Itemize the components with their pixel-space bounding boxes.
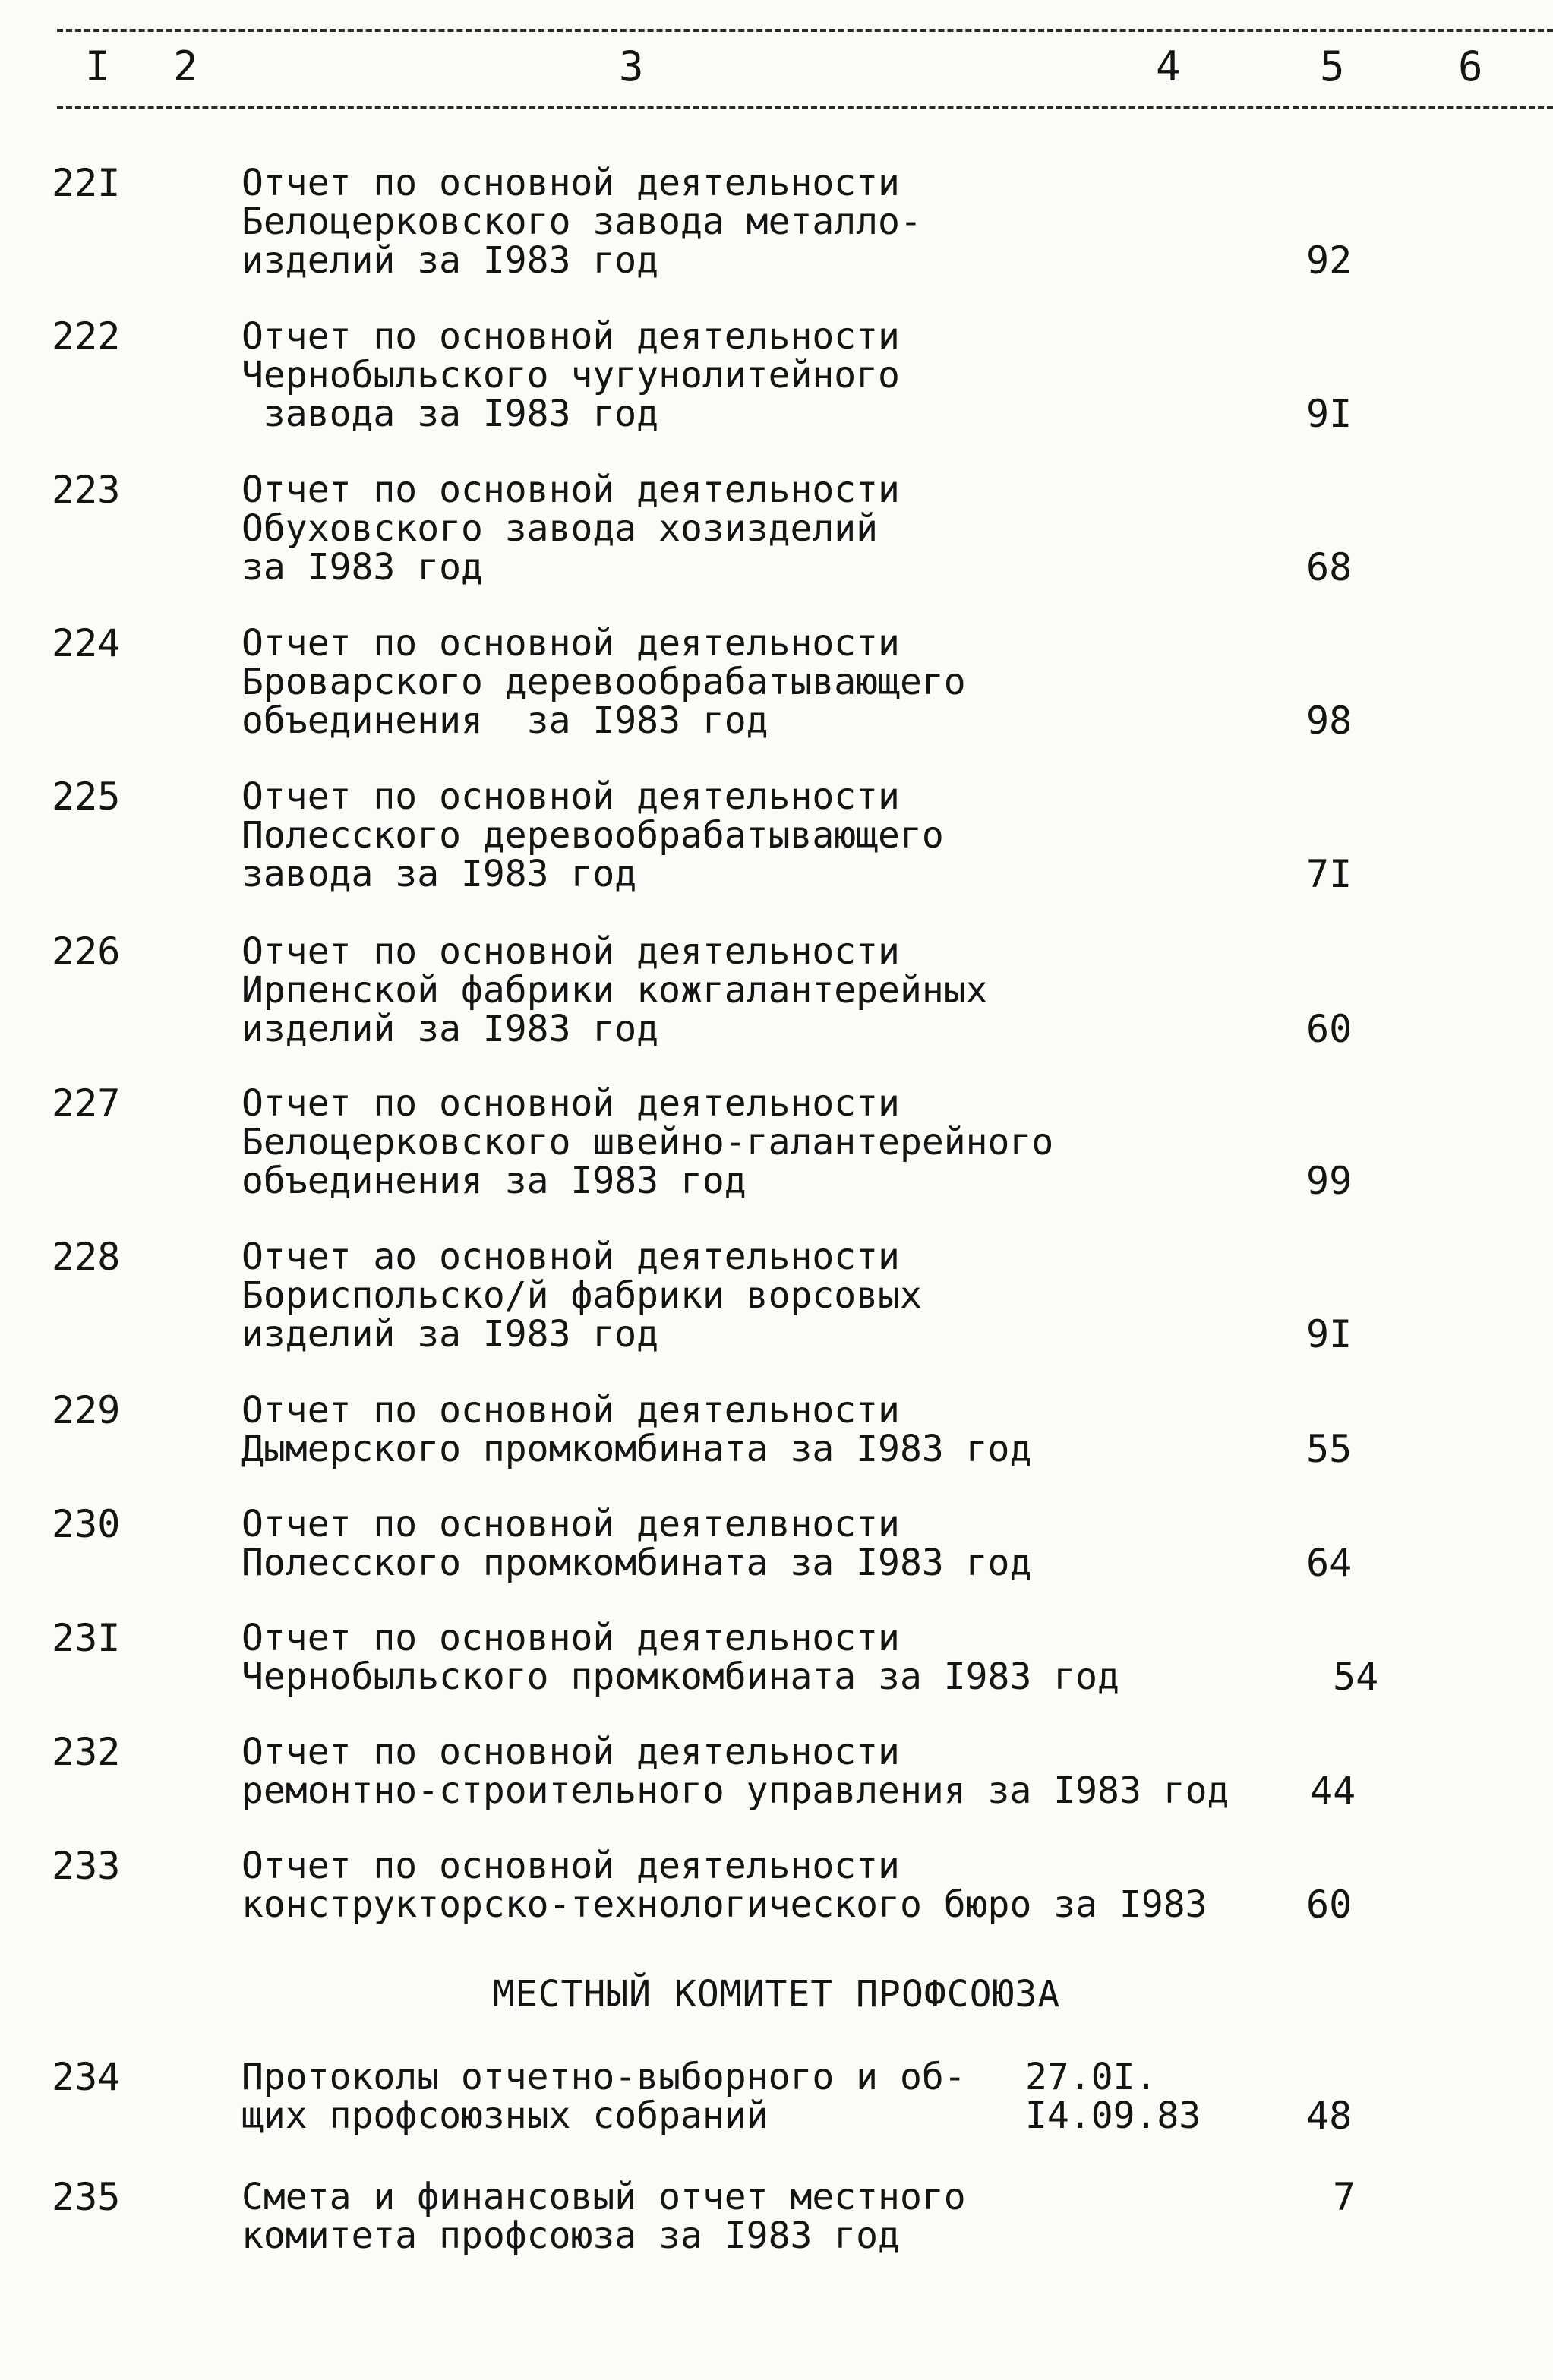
entry-number: 222 bbox=[52, 314, 121, 358]
entry-sheet-count: 48 bbox=[1306, 2094, 1353, 2138]
entry-number: 235 bbox=[52, 2175, 121, 2219]
entry-sheet-count: 44 bbox=[1310, 1769, 1356, 1813]
column-header-6: 6 bbox=[1458, 43, 1483, 90]
column-header-4: 4 bbox=[1156, 43, 1181, 90]
entry-sheet-count: 54 bbox=[1333, 1655, 1379, 1699]
entry-title: Отчет по основной деятельности Чернобыльского чугунолитейного завода за I983 год bbox=[241, 315, 900, 435]
entry-sheet-count: 68 bbox=[1306, 545, 1353, 589]
entry-sheet-count: 55 bbox=[1306, 1427, 1353, 1471]
entry-sheet-count: 92 bbox=[1306, 238, 1353, 283]
entry-sheet-count: 60 bbox=[1306, 1883, 1353, 1927]
entry-sheet-count: 99 bbox=[1306, 1159, 1353, 1203]
entry-sheet-count: 7I bbox=[1306, 852, 1353, 896]
entry-sheet-count: 9I bbox=[1306, 1312, 1353, 1356]
entry-number: 223 bbox=[52, 468, 121, 512]
entry-title: Отчет по основной деятельности Полесского деревообрабатывающего завода за I983 год bbox=[241, 775, 944, 895]
entry-dates: 27.0I. I4.09.83 bbox=[1025, 2056, 1201, 2137]
header-top-rule bbox=[57, 29, 1553, 32]
entry-sheet-count: 9I bbox=[1306, 392, 1353, 436]
entry-title: Отчет по основной деятельности Ирпенской фабрики кожгалантерейных изделий за I983 год bbox=[241, 930, 988, 1050]
entry-number: 233 bbox=[52, 1844, 121, 1888]
entry-title: Отчет по основной деятельности Белоцерковского завода металло- изделий за I983 год bbox=[241, 162, 922, 282]
entry-sheet-count: 98 bbox=[1306, 699, 1353, 743]
entry-number: 227 bbox=[52, 1081, 121, 1125]
entry-number: 232 bbox=[52, 1730, 121, 1774]
entry-title: Смета и финансовый отчет местного комитета профсоюза за I983 год bbox=[241, 2176, 966, 2257]
entry-number: 234 bbox=[52, 2055, 121, 2099]
entry-number: 229 bbox=[52, 1388, 121, 1432]
entry-number: 225 bbox=[52, 775, 121, 819]
entry-sheet-count: 60 bbox=[1306, 1007, 1353, 1051]
section-heading: МЕСТНЫЙ КОМИТЕТ ПРОФСОЮЗА bbox=[492, 1973, 1061, 2015]
entry-sheet-count: 7 bbox=[1333, 2175, 1356, 2219]
entry-title: Отчет по основной деятельности ремонтно-строительного управления за I983 год bbox=[241, 1731, 1229, 1812]
entry-number: 224 bbox=[52, 621, 121, 665]
entry-sheet-count: 64 bbox=[1306, 1541, 1353, 1585]
header-bottom-rule bbox=[57, 106, 1553, 109]
entry-title: Отчет по основной деятелвности Полесского промкомбината за I983 год bbox=[241, 1503, 1032, 1584]
column-header-5: 5 bbox=[1320, 43, 1345, 90]
entry-title: Отчет по основной деятельности конструкторско-технологического бюро за I983 bbox=[241, 1845, 1207, 1926]
entry-title: Отчет по основной деятельности Броварского деревообрабатывающего объединения за I983 год bbox=[241, 622, 966, 742]
entry-number: 22I bbox=[52, 161, 121, 205]
entry-number: 230 bbox=[52, 1502, 121, 1546]
entry-title: Отчет по основной деятельности Обуховского завода хозизделий за I983 год bbox=[241, 469, 900, 589]
entry-title: Отчет ао основной деятельности Бориспольско/й фабрики ворсовых изделий за I983 год bbox=[241, 1236, 922, 1356]
entry-number: 23I bbox=[52, 1616, 121, 1660]
entry-title: Протоколы отчетно-выборного и об- щих профсоюзных собраний bbox=[241, 2056, 966, 2137]
entry-title: Отчет по основной деятельности Чернобыльского промкомбината за I983 год bbox=[241, 1617, 1119, 1698]
column-header-1: I bbox=[85, 43, 110, 90]
entry-title: Отчет по основной деятельности Белоцерковского швейно-галантерейного объединения за I983 год bbox=[241, 1082, 1054, 1202]
column-header-3: 3 bbox=[619, 43, 644, 90]
column-header-2: 2 bbox=[173, 43, 198, 90]
entry-title: Отчет по основной деятельности Дымерского промкомбината за I983 год bbox=[241, 1389, 1032, 1470]
entry-number: 226 bbox=[52, 930, 121, 974]
entry-number: 228 bbox=[52, 1235, 121, 1279]
